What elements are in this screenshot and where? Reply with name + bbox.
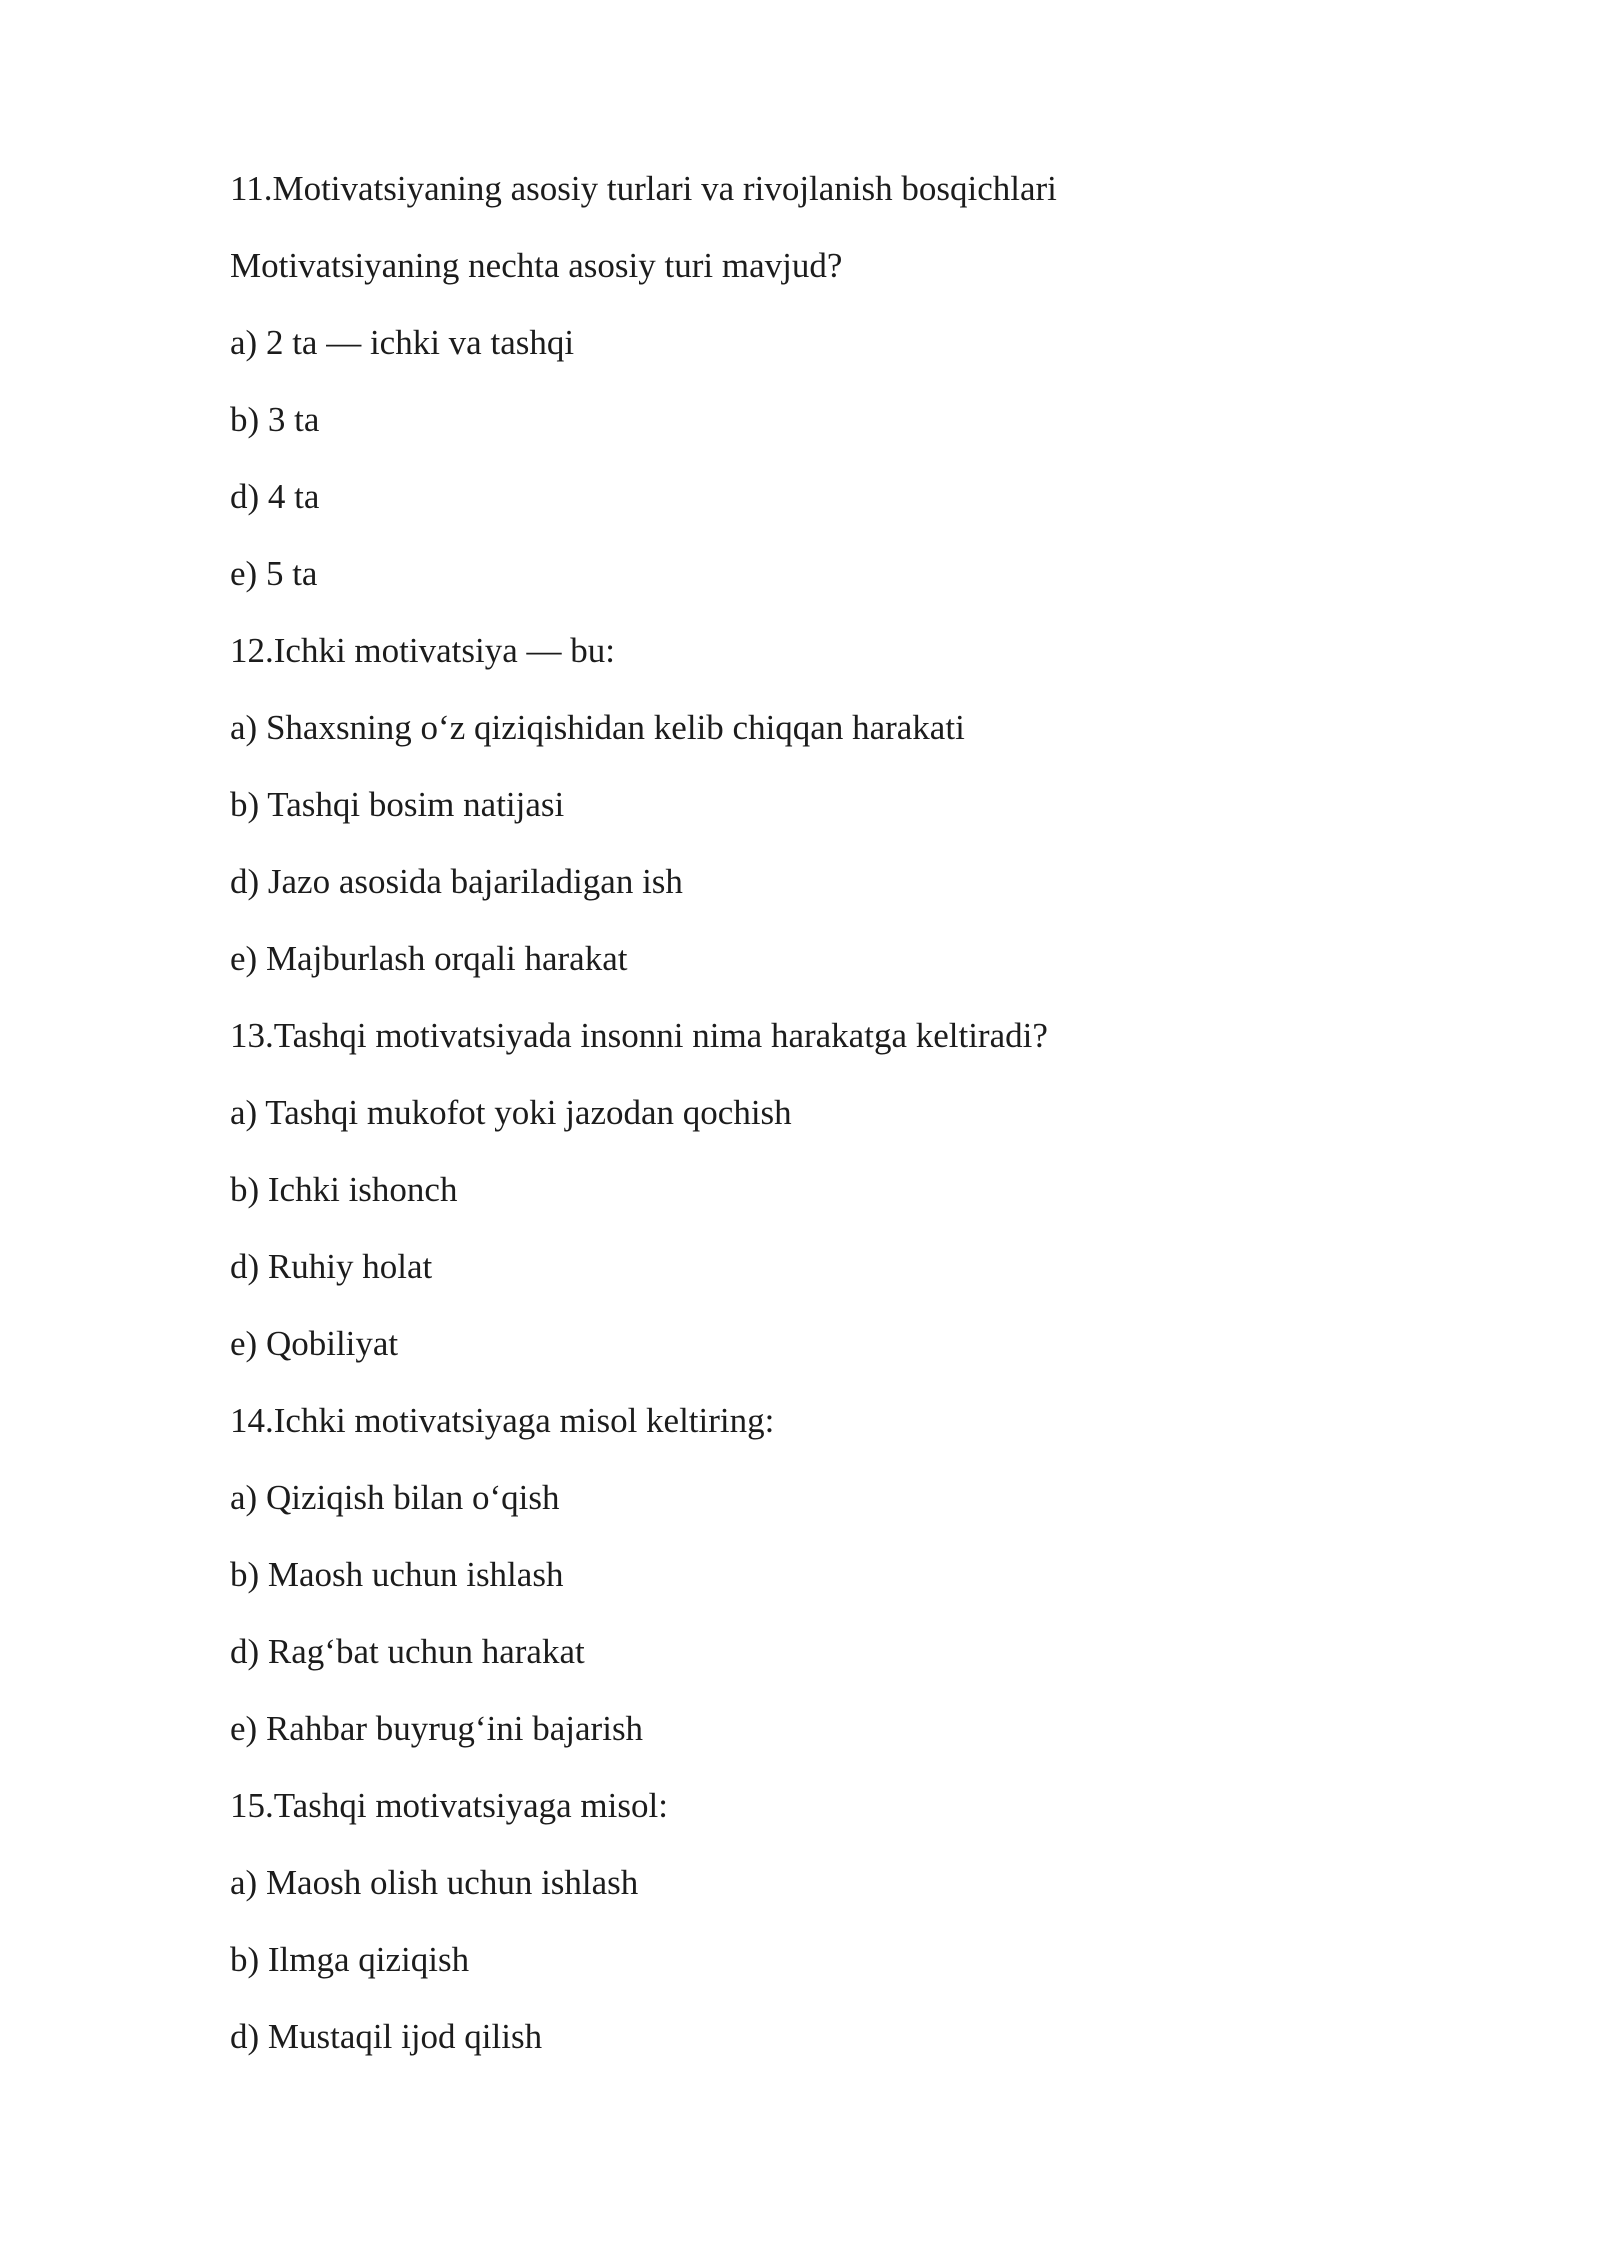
question-15-option-d: d) Mustaqil ijod qilish [230,2017,543,2056]
question-13-title: 13.Tashqi motivatsiyada insonni nima harakatga keltiradi? [230,1016,1048,1055]
question-12-option-b: b) Tashqi bosim natijasi [230,785,565,824]
question-13-option-b: b) Ichki ishonch [230,1170,458,1209]
question-11-option-b: b) 3 ta [230,400,320,439]
question-12-option-a: a) Shaxsning o‘z qiziqishidan kelib chiqqan harakati [230,708,965,747]
question-14-option-a: a) Qiziqish bilan o‘qish [230,1478,560,1517]
question-14-option-e: e) Rahbar buyrug‘ini bajarish [230,1709,644,1748]
question-14-option-d: d) Rag‘bat uchun harakat [230,1632,585,1671]
question-14-option-b: b) Maosh uchun ishlash [230,1555,564,1594]
question-14-title: 14.Ichki motivatsiyaga misol keltiring: [230,1401,775,1440]
question-12-option-d: d) Jazo asosida bajariladigan ish [230,862,683,901]
question-11-option-e: e) 5 ta [230,554,318,593]
question-13-option-e: e) Qobiliyat [230,1324,399,1363]
question-15-option-a: a) Maosh olish uchun ishlash [230,1863,639,1902]
question-15-option-b: b) Ilmga qiziqish [230,1940,470,1979]
question-15-title: 15.Tashqi motivatsiyaga misol: [230,1786,668,1825]
question-11-option-d: d) 4 ta [230,477,320,516]
question-13-option-d: d) Ruhiy holat [230,1247,433,1286]
question-12-title: 12.Ichki motivatsiya — bu: [230,631,615,670]
question-13-option-a: a) Tashqi mukofot yoki jazodan qochish [230,1093,792,1132]
question-11-option-a: a) 2 ta — ichki va tashqi [230,323,575,362]
question-11-text: Motivatsiyaning nechta asosiy turi mavjud? [230,246,843,285]
question-12-option-e: e) Majburlash orqali harakat [230,939,628,978]
document-body [230,150,1430,2075]
question-11-title: 11.Motivatsiyaning asosiy turlari va rivojlanish bosqichlari [230,169,1057,208]
